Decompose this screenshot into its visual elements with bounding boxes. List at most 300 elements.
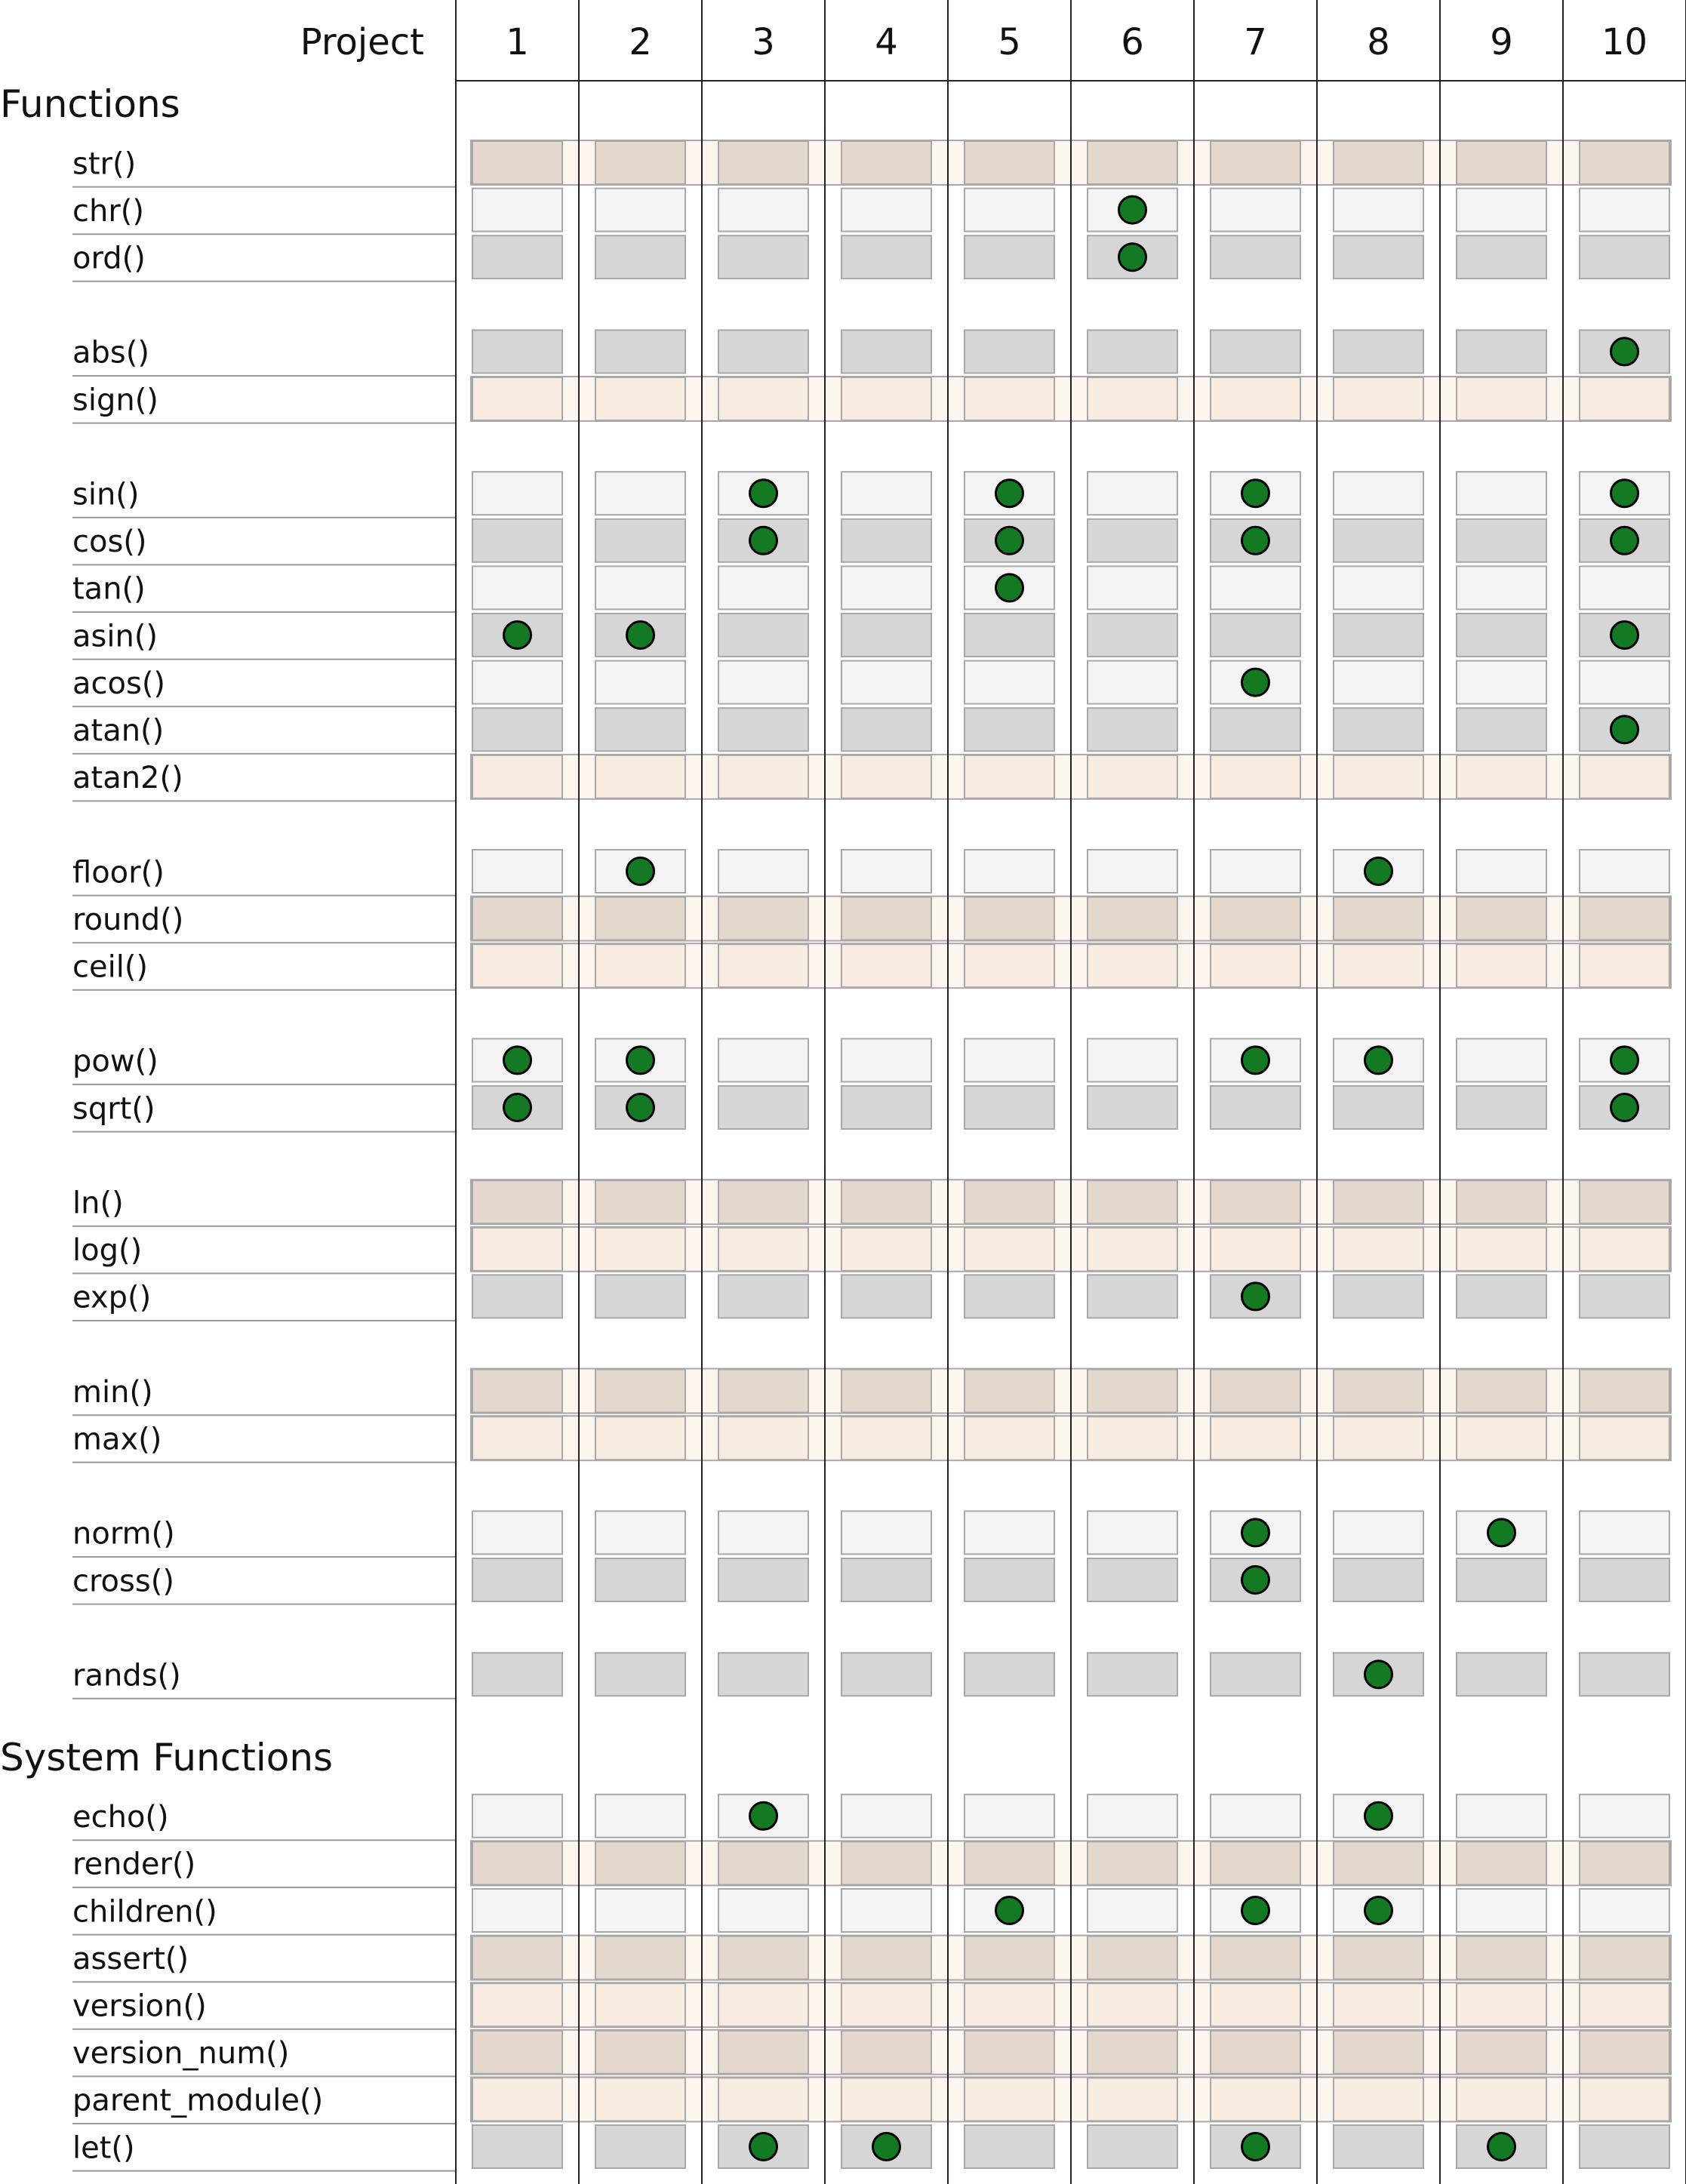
- cell-box-asin-5: [965, 614, 1054, 657]
- cell-box-str-7: [1211, 141, 1300, 184]
- cell-box-version-4: [841, 1983, 931, 2026]
- cell-box-exp-10: [1580, 1275, 1669, 1318]
- cell-box-rands-2: [595, 1653, 685, 1696]
- row-label-echo: echo(): [72, 1800, 169, 1835]
- cell-box-cross-2: [595, 1558, 685, 1601]
- cell-box-cross-5: [965, 1558, 1054, 1601]
- cell-box-tan-4: [841, 566, 931, 609]
- usage-dot-floor-project-2: [627, 858, 654, 885]
- cell-box-cos-6: [1088, 519, 1177, 562]
- cell-box-str-5: [965, 141, 1054, 184]
- cell-box-cos-2: [595, 519, 685, 562]
- cell-box-max-9: [1457, 1417, 1546, 1460]
- cell-box-atan-2: [595, 708, 685, 751]
- cell-box-atan2-8: [1334, 755, 1423, 798]
- cell-box-log-6: [1088, 1228, 1177, 1271]
- cell-box-floor-10: [1580, 850, 1669, 893]
- cell-box-version-num-2: [595, 2031, 685, 2074]
- cell-box-sqrt-6: [1088, 1086, 1177, 1129]
- cell-box-version-num-7: [1211, 2031, 1300, 2074]
- cell-box-ord-7: [1211, 235, 1300, 278]
- cell-box-cross-3: [718, 1558, 808, 1601]
- cell-box-floor-9: [1457, 850, 1546, 893]
- cell-box-sign-7: [1211, 377, 1300, 420]
- cell-box-sin-4: [841, 472, 931, 515]
- cell-box-ln-8: [1334, 1180, 1423, 1223]
- cell-box-round-3: [718, 897, 808, 940]
- cell-box-tan-7: [1211, 566, 1300, 609]
- cell-box-str-1: [472, 141, 562, 184]
- cell-box-min-4: [841, 1370, 931, 1413]
- usage-dot-ord-project-6: [1119, 244, 1146, 271]
- cell-box-pow-6: [1088, 1038, 1177, 1081]
- cell-box-abs-4: [841, 330, 931, 373]
- row-label-str: str(): [72, 146, 137, 182]
- usage-dot-floor-project-8: [1365, 858, 1392, 885]
- cell-box-acos-4: [841, 661, 931, 704]
- cell-box-let-8: [1334, 2125, 1423, 2168]
- row-label-tan: tan(): [72, 571, 146, 607]
- cell-box-max-10: [1580, 1417, 1669, 1460]
- usage-dot-echo-project-8: [1365, 1802, 1392, 1829]
- cell-box-version-num-4: [841, 2031, 931, 2074]
- cell-box-chr-7: [1211, 189, 1300, 232]
- cell-box-log-1: [472, 1228, 562, 1271]
- cell-box-atan2-2: [595, 755, 685, 798]
- cell-box-assert-3: [718, 1936, 808, 1979]
- cell-box-max-7: [1211, 1417, 1300, 1460]
- cell-box-str-10: [1580, 141, 1669, 184]
- cell-box-norm-8: [1334, 1511, 1423, 1554]
- row-label-round: round(): [72, 902, 184, 937]
- cell-box-atan2-1: [472, 755, 562, 798]
- cell-box-render-2: [595, 1841, 685, 1884]
- cell-box-acos-6: [1088, 661, 1177, 704]
- cell-box-children-4: [841, 1889, 931, 1932]
- cell-box-abs-8: [1334, 330, 1423, 373]
- cell-box-max-2: [595, 1417, 685, 1460]
- cell-box-asin-3: [718, 614, 808, 657]
- cell-box-sign-10: [1580, 377, 1669, 420]
- cell-box-round-8: [1334, 897, 1423, 940]
- cell-box-round-2: [595, 897, 685, 940]
- cell-box-ln-3: [718, 1180, 808, 1223]
- usage-dot-norm-project-7: [1242, 1519, 1269, 1546]
- usage-dot-rands-project-8: [1365, 1661, 1392, 1688]
- usage-dot-cross-project-7: [1242, 1567, 1269, 1594]
- cell-box-min-2: [595, 1370, 685, 1413]
- row-label-sin: sin(): [72, 477, 140, 512]
- cell-box-exp-4: [841, 1275, 931, 1318]
- cell-box-tan-1: [472, 566, 562, 609]
- cell-box-norm-5: [965, 1511, 1054, 1554]
- cell-box-floor-4: [841, 850, 931, 893]
- cell-box-round-6: [1088, 897, 1177, 940]
- cell-box-atan-8: [1334, 708, 1423, 751]
- cell-box-cos-4: [841, 519, 931, 562]
- cell-box-ord-2: [595, 235, 685, 278]
- cell-box-cross-9: [1457, 1558, 1546, 1601]
- cell-box-sin-8: [1334, 472, 1423, 515]
- cell-box-echo-9: [1457, 1795, 1546, 1838]
- cell-box-log-9: [1457, 1228, 1546, 1271]
- cell-box-sign-2: [595, 377, 685, 420]
- row-label-ceil: ceil(): [72, 949, 149, 985]
- cell-box-min-9: [1457, 1370, 1546, 1413]
- cell-box-ceil-10: [1580, 944, 1669, 987]
- column-header-1: 1: [506, 21, 529, 63]
- cell-box-tan-2: [595, 566, 685, 609]
- usage-dot-sin-project-3: [750, 480, 777, 507]
- cell-box-parent-module-2: [595, 2078, 685, 2121]
- cell-box-render-4: [841, 1841, 931, 1884]
- cell-box-cos-8: [1334, 519, 1423, 562]
- cell-box-abs-5: [965, 330, 1054, 373]
- cell-box-assert-8: [1334, 1936, 1423, 1979]
- cell-box-round-7: [1211, 897, 1300, 940]
- cell-box-version-num-9: [1457, 2031, 1546, 2074]
- row-label-ln: ln(): [72, 1186, 124, 1221]
- row-label-let: let(): [72, 2130, 135, 2166]
- cell-box-render-10: [1580, 1841, 1669, 1884]
- usage-dot-echo-project-3: [750, 1802, 777, 1829]
- usage-dot-acos-project-7: [1242, 669, 1269, 696]
- cell-box-parent-module-6: [1088, 2078, 1177, 2121]
- cell-box-log-4: [841, 1228, 931, 1271]
- cell-box-version-1: [472, 1983, 562, 2026]
- cell-box-abs-3: [718, 330, 808, 373]
- cell-box-pow-9: [1457, 1038, 1546, 1081]
- cell-box-sign-4: [841, 377, 931, 420]
- cell-box-version-num-8: [1334, 2031, 1423, 2074]
- cell-box-log-3: [718, 1228, 808, 1271]
- cell-box-chr-10: [1580, 189, 1669, 232]
- cell-box-rands-6: [1088, 1653, 1177, 1696]
- cell-box-version-5: [965, 1983, 1054, 2026]
- cell-box-echo-2: [595, 1795, 685, 1838]
- cell-box-render-7: [1211, 1841, 1300, 1884]
- cell-box-ord-9: [1457, 235, 1546, 278]
- cell-box-norm-3: [718, 1511, 808, 1554]
- cell-box-assert-1: [472, 1936, 562, 1979]
- cell-box-cos-1: [472, 519, 562, 562]
- cell-box-max-3: [718, 1417, 808, 1460]
- cell-box-let-6: [1088, 2125, 1177, 2168]
- cell-box-atan2-9: [1457, 755, 1546, 798]
- cell-box-parent-module-8: [1334, 2078, 1423, 2121]
- cell-box-ceil-1: [472, 944, 562, 987]
- cell-box-round-5: [965, 897, 1054, 940]
- usage-dot-asin-project-1: [504, 622, 531, 649]
- cell-box-rands-4: [841, 1653, 931, 1696]
- column-header-3: 3: [752, 21, 775, 63]
- cell-box-exp-8: [1334, 1275, 1423, 1318]
- cell-box-version-10: [1580, 1983, 1669, 2026]
- row-label-sqrt: sqrt(): [72, 1091, 155, 1127]
- usage-dot-pow-project-10: [1611, 1047, 1638, 1074]
- cell-box-exp-2: [595, 1275, 685, 1318]
- cell-box-sign-8: [1334, 377, 1423, 420]
- row-label-version-num: version_num(): [72, 2036, 290, 2072]
- row-label-atan2: atan2(): [72, 761, 183, 796]
- cell-box-exp-1: [472, 1275, 562, 1318]
- usage-dot-let-project-7: [1242, 2133, 1269, 2161]
- cell-box-rands-5: [965, 1653, 1054, 1696]
- cell-box-str-8: [1334, 141, 1423, 184]
- column-header-10: 10: [1601, 21, 1648, 63]
- cell-box-atan-3: [718, 708, 808, 751]
- cell-box-rands-9: [1457, 1653, 1546, 1696]
- cell-box-children-6: [1088, 1889, 1177, 1932]
- usage-dot-cos-project-10: [1611, 527, 1638, 554]
- cell-box-render-3: [718, 1841, 808, 1884]
- cell-box-echo-6: [1088, 1795, 1177, 1838]
- usage-dot-pow-project-2: [627, 1047, 654, 1074]
- cell-box-ln-10: [1580, 1180, 1669, 1223]
- cell-box-version-7: [1211, 1983, 1300, 2026]
- cell-box-atan-5: [965, 708, 1054, 751]
- cell-box-floor-1: [472, 850, 562, 893]
- cell-box-acos-9: [1457, 661, 1546, 704]
- cell-box-tan-9: [1457, 566, 1546, 609]
- cell-box-assert-7: [1211, 1936, 1300, 1979]
- cell-box-echo-7: [1211, 1795, 1300, 1838]
- row-label-abs: abs(): [72, 335, 149, 371]
- cell-box-parent-module-4: [841, 2078, 931, 2121]
- cell-box-let-10: [1580, 2125, 1669, 2168]
- cell-box-ln-7: [1211, 1180, 1300, 1223]
- cell-box-abs-2: [595, 330, 685, 373]
- usage-dot-sqrt-project-10: [1611, 1094, 1638, 1121]
- row-label-ord: ord(): [72, 241, 146, 276]
- row-label-rands: rands(): [72, 1658, 181, 1693]
- cell-box-floor-3: [718, 850, 808, 893]
- usage-dot-cos-project-3: [750, 527, 777, 554]
- cell-box-norm-1: [472, 1511, 562, 1554]
- cell-box-norm-10: [1580, 1511, 1669, 1554]
- cell-box-exp-5: [965, 1275, 1054, 1318]
- cell-box-version-8: [1334, 1983, 1423, 2026]
- cell-box-version-num-3: [718, 2031, 808, 2074]
- cell-box-parent-module-10: [1580, 2078, 1669, 2121]
- cell-box-log-7: [1211, 1228, 1300, 1271]
- cell-box-sign-5: [965, 377, 1054, 420]
- cell-box-ln-5: [965, 1180, 1054, 1223]
- cell-box-norm-4: [841, 1511, 931, 1554]
- cell-box-abs-7: [1211, 330, 1300, 373]
- cell-box-cos-9: [1457, 519, 1546, 562]
- cell-box-render-5: [965, 1841, 1054, 1884]
- cell-box-asin-4: [841, 614, 931, 657]
- cell-box-acos-2: [595, 661, 685, 704]
- cell-box-round-10: [1580, 897, 1669, 940]
- cell-box-abs-6: [1088, 330, 1177, 373]
- cell-box-str-4: [841, 141, 931, 184]
- cell-box-chr-3: [718, 189, 808, 232]
- cell-box-log-10: [1580, 1228, 1669, 1271]
- cell-box-atan2-3: [718, 755, 808, 798]
- cell-box-cross-10: [1580, 1558, 1669, 1601]
- cell-box-str-6: [1088, 141, 1177, 184]
- cell-box-max-4: [841, 1417, 931, 1460]
- cell-box-norm-2: [595, 1511, 685, 1554]
- usage-dot-exp-project-7: [1242, 1283, 1269, 1310]
- cell-box-exp-3: [718, 1275, 808, 1318]
- cell-box-version-num-5: [965, 2031, 1054, 2074]
- cell-box-min-6: [1088, 1370, 1177, 1413]
- cell-box-floor-5: [965, 850, 1054, 893]
- row-label-assert: assert(): [72, 1941, 189, 1976]
- cell-box-abs-9: [1457, 330, 1546, 373]
- usage-dot-norm-project-9: [1488, 1519, 1515, 1546]
- cell-box-atan2-7: [1211, 755, 1300, 798]
- cell-box-rands-3: [718, 1653, 808, 1696]
- cell-box-chr-9: [1457, 189, 1546, 232]
- cell-box-assert-6: [1088, 1936, 1177, 1979]
- cell-box-ceil-7: [1211, 944, 1300, 987]
- cell-box-chr-4: [841, 189, 931, 232]
- cell-box-tan-6: [1088, 566, 1177, 609]
- cell-box-min-5: [965, 1370, 1054, 1413]
- cell-box-version-num-1: [472, 2031, 562, 2074]
- row-label-render: render(): [72, 1847, 196, 1882]
- cell-box-let-1: [472, 2125, 562, 2168]
- row-label-version: version(): [72, 1989, 207, 2024]
- cell-box-pow-4: [841, 1038, 931, 1081]
- cell-box-echo-5: [965, 1795, 1054, 1838]
- row-label-cos: cos(): [72, 524, 147, 560]
- cell-box-chr-8: [1334, 189, 1423, 232]
- cell-box-ord-3: [718, 235, 808, 278]
- cell-box-asin-8: [1334, 614, 1423, 657]
- cell-box-min-7: [1211, 1370, 1300, 1413]
- cell-box-render-8: [1334, 1841, 1423, 1884]
- usage-dot-sin-project-5: [996, 480, 1023, 507]
- cell-box-render-1: [472, 1841, 562, 1884]
- row-label-chr: chr(): [72, 193, 144, 229]
- cell-box-log-2: [595, 1228, 685, 1271]
- cell-box-ceil-9: [1457, 944, 1546, 987]
- cell-box-acos-1: [472, 661, 562, 704]
- cell-box-echo-1: [472, 1795, 562, 1838]
- row-label-children: children(): [72, 1894, 217, 1930]
- cell-box-atan2-10: [1580, 755, 1669, 798]
- cell-box-render-6: [1088, 1841, 1177, 1884]
- usage-dot-pow-project-1: [504, 1047, 531, 1074]
- cell-box-sign-9: [1457, 377, 1546, 420]
- cell-box-assert-2: [595, 1936, 685, 1979]
- cell-box-pow-5: [965, 1038, 1054, 1081]
- row-label-pow: pow(): [72, 1044, 158, 1079]
- usage-dot-children-project-5: [996, 1897, 1023, 1924]
- column-header-2: 2: [629, 21, 652, 63]
- cell-box-let-2: [595, 2125, 685, 2168]
- cell-box-rands-10: [1580, 1653, 1669, 1696]
- cell-box-chr-5: [965, 189, 1054, 232]
- cell-box-children-10: [1580, 1889, 1669, 1932]
- cell-box-sqrt-4: [841, 1086, 931, 1129]
- cell-box-min-1: [472, 1370, 562, 1413]
- usage-dot-asin-project-10: [1611, 622, 1638, 649]
- usage-dot-pow-project-7: [1242, 1047, 1269, 1074]
- cell-box-norm-6: [1088, 1511, 1177, 1554]
- row-label-norm: norm(): [72, 1516, 175, 1552]
- usage-dot-children-project-7: [1242, 1897, 1269, 1924]
- usage-dot-let-project-4: [873, 2133, 900, 2161]
- usage-dot-sin-project-7: [1242, 480, 1269, 507]
- cell-box-sqrt-7: [1211, 1086, 1300, 1129]
- cell-box-cross-1: [472, 1558, 562, 1601]
- cell-box-min-8: [1334, 1370, 1423, 1413]
- column-header-7: 7: [1244, 21, 1267, 63]
- cell-box-children-1: [472, 1889, 562, 1932]
- row-label-floor: floor(): [72, 855, 165, 891]
- usage-dot-sqrt-project-1: [504, 1094, 531, 1121]
- cell-box-ln-4: [841, 1180, 931, 1223]
- column-header-8: 8: [1367, 21, 1390, 63]
- cell-box-tan-8: [1334, 566, 1423, 609]
- cell-box-sqrt-8: [1334, 1086, 1423, 1129]
- cell-box-max-8: [1334, 1417, 1423, 1460]
- cell-box-sign-6: [1088, 377, 1177, 420]
- usage-dot-atan-project-10: [1611, 716, 1638, 743]
- cell-box-parent-module-1: [472, 2078, 562, 2121]
- cell-box-version-num-6: [1088, 2031, 1177, 2074]
- cell-box-sign-3: [718, 377, 808, 420]
- usage-dot-cos-project-5: [996, 527, 1023, 554]
- cell-box-assert-9: [1457, 1936, 1546, 1979]
- cell-box-floor-7: [1211, 850, 1300, 893]
- cell-box-chr-1: [472, 189, 562, 232]
- cell-box-atan2-6: [1088, 755, 1177, 798]
- cell-box-sin-6: [1088, 472, 1177, 515]
- cell-box-atan-7: [1211, 708, 1300, 751]
- section-title-system-functions: System Functions: [0, 1735, 334, 1779]
- cell-box-cross-8: [1334, 1558, 1423, 1601]
- cell-box-exp-9: [1457, 1275, 1546, 1318]
- cell-box-exp-6: [1088, 1275, 1177, 1318]
- cell-box-children-9: [1457, 1889, 1546, 1932]
- row-label-asin: asin(): [72, 619, 158, 654]
- cell-box-asin-6: [1088, 614, 1177, 657]
- cell-box-let-5: [965, 2125, 1054, 2168]
- row-label-log: log(): [72, 1233, 143, 1269]
- cell-box-rands-1: [472, 1653, 562, 1696]
- cell-box-asin-7: [1211, 614, 1300, 657]
- cell-box-str-9: [1457, 141, 1546, 184]
- cell-box-cross-6: [1088, 1558, 1177, 1601]
- cell-box-assert-4: [841, 1936, 931, 1979]
- cell-box-sin-2: [595, 472, 685, 515]
- cell-box-floor-6: [1088, 850, 1177, 893]
- column-header-6: 6: [1121, 21, 1144, 63]
- cell-box-assert-10: [1580, 1936, 1669, 1979]
- cell-box-acos-8: [1334, 661, 1423, 704]
- cell-box-log-5: [965, 1228, 1054, 1271]
- cell-box-atan-9: [1457, 708, 1546, 751]
- cell-box-round-9: [1457, 897, 1546, 940]
- cell-box-min-10: [1580, 1370, 1669, 1413]
- cell-box-atan2-4: [841, 755, 931, 798]
- cell-box-pow-3: [718, 1038, 808, 1081]
- cell-box-ln-9: [1457, 1180, 1546, 1223]
- header-label: Project: [300, 21, 424, 63]
- cell-box-abs-1: [472, 330, 562, 373]
- cell-box-chr-2: [595, 189, 685, 232]
- cell-box-ceil-2: [595, 944, 685, 987]
- cell-box-version-2: [595, 1983, 685, 2026]
- cell-box-children-2: [595, 1889, 685, 1932]
